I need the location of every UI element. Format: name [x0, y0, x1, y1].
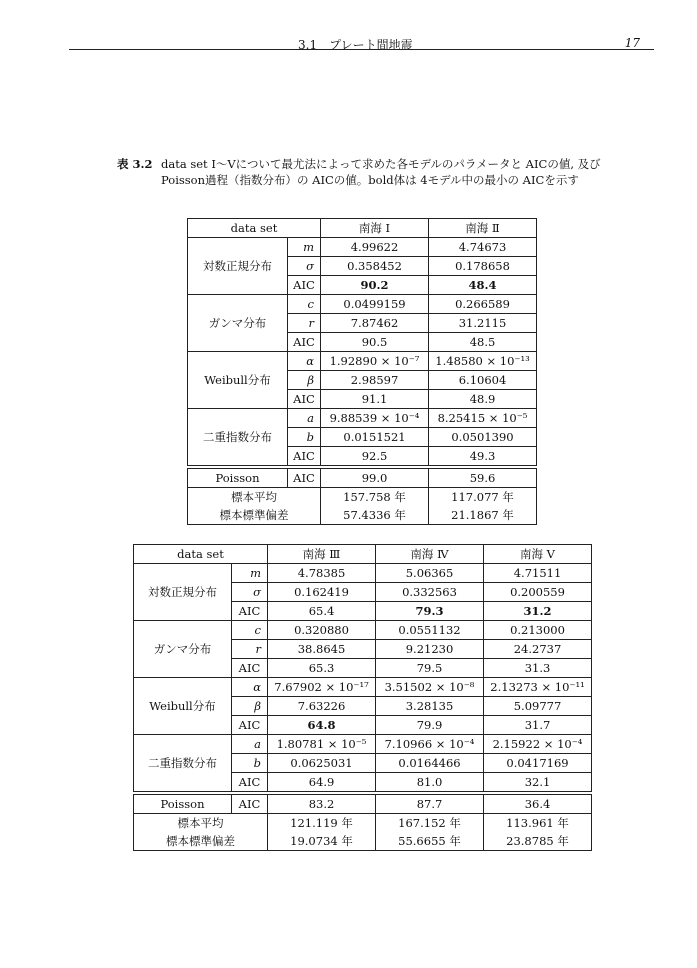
header-row: [134, 545, 592, 564]
value-cell: 19.0734 年: [268, 832, 376, 851]
value-cell: 9.88539 × 10⁻⁴: [321, 409, 429, 428]
header-cell: 南海 I: [321, 219, 429, 238]
value-cell: 0.320880: [268, 621, 376, 640]
param-symbol: β: [232, 697, 268, 716]
value-cell: 90.5: [321, 333, 429, 352]
value-cell: 0.213000: [484, 621, 592, 640]
table-row: [134, 735, 592, 754]
value-cell: 3.51502 × 10⁻⁸: [376, 678, 484, 697]
caption-text: data set I〜Vについて最尤法によって求めた各モデルのパラメータと AICの値, 及び Poisson過程（指数分布）の AICの値。bold体は 4モデル中の最小の AICを示す: [161, 157, 601, 187]
value-cell: 0.0499159: [321, 295, 429, 314]
param-symbol: AIC: [288, 469, 321, 488]
header-cell: 南海 Ⅳ: [376, 545, 484, 564]
value-cell: 1.48580 × 10⁻¹³: [429, 352, 537, 371]
value-cell: 4.78385: [268, 564, 376, 583]
value-cell: 23.8785 年: [484, 832, 592, 851]
poisson-row: [188, 469, 537, 488]
table-row: [188, 295, 537, 314]
value-cell: 0.266589: [429, 295, 537, 314]
param-symbol: AIC: [232, 773, 268, 792]
value-cell: 0.0151521: [321, 428, 429, 447]
header-row: [188, 219, 537, 238]
table-row: [188, 352, 537, 371]
value-cell: 5.06365: [376, 564, 484, 583]
table-caption: [117, 156, 617, 188]
value-cell: 2.13273 × 10⁻¹¹: [484, 678, 592, 697]
stat-label: 標本標準偏差: [134, 832, 268, 851]
value-cell: 7.87462: [321, 314, 429, 333]
aic-table-nankai-3-5: [133, 544, 592, 851]
table-row: [134, 678, 592, 697]
value-cell: 91.1: [321, 390, 429, 409]
stat-label: 標本標準偏差: [188, 506, 321, 525]
param-symbol: β: [288, 371, 321, 390]
value-cell: 4.99622: [321, 238, 429, 257]
value-cell: 48.4: [429, 276, 537, 295]
header-cell: 南海 Ⅲ: [268, 545, 376, 564]
value-cell: 57.4336 年: [321, 506, 429, 525]
value-cell: 64.9: [268, 773, 376, 792]
table-row: [188, 238, 537, 257]
value-cell: 1.92890 × 10⁻⁷: [321, 352, 429, 371]
param-symbol: m: [288, 238, 321, 257]
value-cell: 4.74673: [429, 238, 537, 257]
value-cell: 65.4: [268, 602, 376, 621]
param-symbol: c: [288, 295, 321, 314]
value-cell: 24.2737: [484, 640, 592, 659]
value-cell: 36.4: [484, 795, 592, 814]
value-cell: 48.9: [429, 390, 537, 409]
value-cell: 92.5: [321, 447, 429, 466]
value-cell: 4.71511: [484, 564, 592, 583]
value-cell: 0.0625031: [268, 754, 376, 773]
value-cell: 65.3: [268, 659, 376, 678]
value-cell: 21.1867 年: [429, 506, 537, 525]
value-cell: 31.2: [484, 602, 592, 621]
value-cell: 79.5: [376, 659, 484, 678]
model-name: 二重指数分布: [134, 735, 232, 792]
table-row: [134, 564, 592, 583]
param-symbol: AIC: [232, 716, 268, 735]
param-symbol: AIC: [232, 659, 268, 678]
value-cell: 6.10604: [429, 371, 537, 390]
value-cell: 79.9: [376, 716, 484, 735]
param-symbol: b: [288, 428, 321, 447]
param-symbol: AIC: [288, 276, 321, 295]
param-symbol: r: [288, 314, 321, 333]
aic-table-nankai-1-2: [187, 218, 537, 525]
value-cell: 9.21230: [376, 640, 484, 659]
page-number: 17: [624, 36, 640, 50]
value-cell: 0.162419: [268, 583, 376, 602]
value-cell: 79.3: [376, 602, 484, 621]
header-cell: data set: [134, 545, 268, 564]
value-cell: 7.67902 × 10⁻¹⁷: [268, 678, 376, 697]
mean-row: [134, 814, 592, 833]
header-cell: 南海 Ⅱ: [429, 219, 537, 238]
model-name: 対数正規分布: [188, 238, 288, 295]
model-name: Poisson: [188, 469, 288, 488]
value-cell: 121.119 年: [268, 814, 376, 833]
value-cell: 0.358452: [321, 257, 429, 276]
value-cell: 7.63226: [268, 697, 376, 716]
value-cell: 31.3: [484, 659, 592, 678]
std-row: [134, 832, 592, 851]
value-cell: 0.0164466: [376, 754, 484, 773]
param-symbol: σ: [232, 583, 268, 602]
param-symbol: a: [232, 735, 268, 754]
header-cell: 南海 V: [484, 545, 592, 564]
param-symbol: α: [232, 678, 268, 697]
value-cell: 3.28135: [376, 697, 484, 716]
value-cell: 0.0501390: [429, 428, 537, 447]
value-cell: 48.5: [429, 333, 537, 352]
value-cell: 8.25415 × 10⁻⁵: [429, 409, 537, 428]
param-symbol: AIC: [288, 390, 321, 409]
header-rule: [69, 49, 654, 50]
value-cell: 0.0551132: [376, 621, 484, 640]
stat-label: 標本平均: [134, 814, 268, 833]
param-symbol: AIC: [232, 602, 268, 621]
model-name: Weibull分布: [188, 352, 288, 409]
value-cell: 157.758 年: [321, 488, 429, 507]
model-name: ガンマ分布: [188, 295, 288, 352]
model-name: 二重指数分布: [188, 409, 288, 466]
param-symbol: a: [288, 409, 321, 428]
value-cell: 87.7: [376, 795, 484, 814]
table-row: [188, 409, 537, 428]
model-name: ガンマ分布: [134, 621, 232, 678]
value-cell: 99.0: [321, 469, 429, 488]
value-cell: 7.10966 × 10⁻⁴: [376, 735, 484, 754]
value-cell: 5.09777: [484, 697, 592, 716]
value-cell: 90.2: [321, 276, 429, 295]
mean-row: [188, 488, 537, 507]
value-cell: 59.6: [429, 469, 537, 488]
param-symbol: b: [232, 754, 268, 773]
running-header-section: 3.1 プレート間地震: [298, 38, 413, 52]
value-cell: 0.178658: [429, 257, 537, 276]
value-cell: 1.80781 × 10⁻⁵: [268, 735, 376, 754]
value-cell: 83.2: [268, 795, 376, 814]
param-symbol: m: [232, 564, 268, 583]
value-cell: 2.15922 × 10⁻⁴: [484, 735, 592, 754]
value-cell: 117.077 年: [429, 488, 537, 507]
value-cell: 64.8: [268, 716, 376, 735]
value-cell: 49.3: [429, 447, 537, 466]
value-cell: 0.0417169: [484, 754, 592, 773]
value-cell: 0.200559: [484, 583, 592, 602]
model-name: Weibull分布: [134, 678, 232, 735]
param-symbol: AIC: [232, 795, 268, 814]
value-cell: 113.961 年: [484, 814, 592, 833]
value-cell: 0.332563: [376, 583, 484, 602]
poisson-row: [134, 795, 592, 814]
value-cell: 167.152 年: [376, 814, 484, 833]
value-cell: 31.2115: [429, 314, 537, 333]
model-name: 対数正規分布: [134, 564, 232, 621]
param-symbol: c: [232, 621, 268, 640]
param-symbol: AIC: [288, 447, 321, 466]
param-symbol: r: [232, 640, 268, 659]
param-symbol: AIC: [288, 333, 321, 352]
value-cell: 2.98597: [321, 371, 429, 390]
param-symbol: σ: [288, 257, 321, 276]
stat-label: 標本平均: [188, 488, 321, 507]
value-cell: 38.8645: [268, 640, 376, 659]
value-cell: 31.7: [484, 716, 592, 735]
value-cell: 55.6655 年: [376, 832, 484, 851]
value-cell: 81.0: [376, 773, 484, 792]
std-row: [188, 506, 537, 525]
caption-label: 表 3.2: [117, 157, 153, 171]
model-name: Poisson: [134, 795, 232, 814]
table-row: [134, 621, 592, 640]
param-symbol: α: [288, 352, 321, 371]
header-cell: data set: [188, 219, 321, 238]
value-cell: 32.1: [484, 773, 592, 792]
